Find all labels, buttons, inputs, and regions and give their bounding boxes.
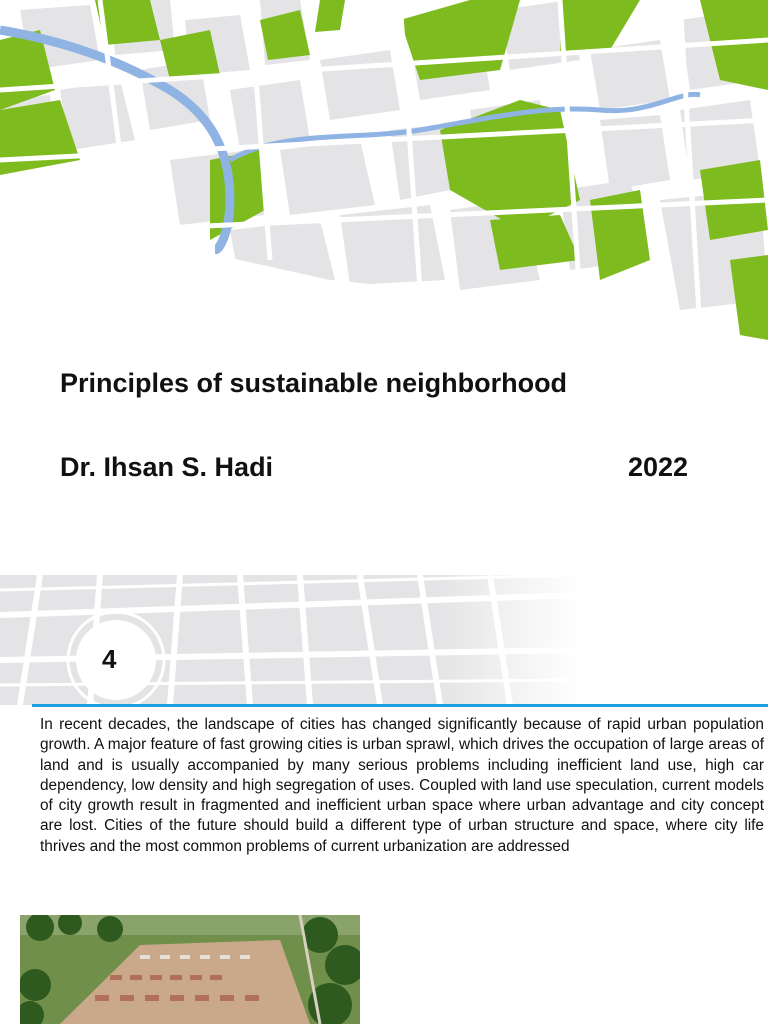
author-name: Dr. Ihsan S. Hadi [60,452,274,482]
aerial-neighborhood-photo [20,915,360,1024]
document-title: Principles of sustainable neighborhood [60,368,568,398]
city-map-illustration [0,0,768,345]
section-divider [32,704,768,707]
body-paragraph: In recent decades, the landscape of cities has changed significantly because of rapid urban population growth. A major feature of fast growing cities is urban sprawl, which drives the occupation of large areas of land and is usually accompanied by many serious problems including inefficient land use, high car dependency, low density and high segregation of uses. Coupled with land use speculation, current models of city growth result in fragmented and inefficient urban space where urban advantage and city concept are lost. Cities of the future should build a different type of urban structure and space, where city life thrives and the most common problems of current urbanization are addressed [40,716,764,855]
chapter-number: 4 [102,644,117,674]
publication-year: 2022 [628,452,689,482]
